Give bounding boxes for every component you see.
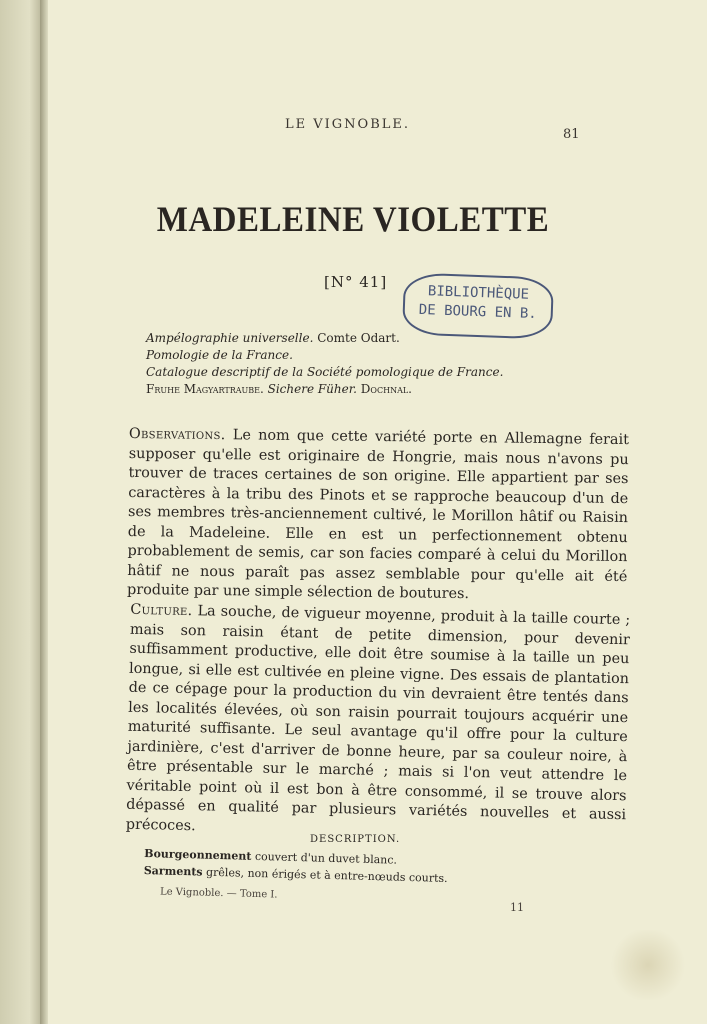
- book-gutter: [40, 0, 48, 1024]
- page-number: 81: [563, 127, 580, 142]
- page-title: MADELEINE VIOLETTE: [156, 200, 550, 240]
- stamp-line-1: BIBLIOTHÈQUE: [427, 283, 530, 303]
- references-list: [146, 330, 606, 398]
- observations-label: Observations.: [128, 425, 226, 444]
- footer-book-title: Le Vignoble. — Tome I.: [159, 886, 278, 901]
- reference-item: Ampélographie universelle. Comte Odart.: [146, 331, 400, 345]
- variety-number: [N° 41]: [324, 273, 388, 291]
- observations-text: Le nom que cette variété porte en Allemagne ferait supposer qu'elle est originaire de Hongrie, mais nous n'avons pu trouver de traces certaines de son origine. Elle appartient par ses caractères à la tribu des Pinots et se rapproche beaucoup d'un de ses membres très-anciennement cultivé, le Morillon hâtif ou Raisin de la Madeleine. Elle en est un perfectionnement obtenu probablement de semis, car son facies comparé à celui du Morillon hâtif ne nous paraît pas assez semblable pour qu'elle ait été produite par une simple sélection de boutures.: [126, 427, 630, 603]
- culture-text: La souche, de vigueur moyenne, produit à la taille courte ; mais son raisin étant de petite dimension, pour devenir suffisamment productive, elle doit être soumise à la taille un peu longue, si elle est cultivée en pleine vigne. Des essais de plantation de ce cépage pour la production du vin devraient être tentés dans les localités élevées, où son raisin pourrait toujours acquérir une maturité suffisante. Le seul avantage qu'il offre pour la culture jardinière, c'est d'arriver de bonne heure, par sa couleur noire, à être présentable sur le marché ; mais si l'on veut attendre le véritable point où il est bon à être consommé, il se trouve alors dépassé en qualité par plusieurs variétés nouvelles et aussi précoces.: [125, 603, 631, 834]
- running-head: LE VIGNOBLE.: [285, 117, 411, 132]
- book-page: [48, 0, 707, 1024]
- signature-mark: 11: [510, 901, 524, 914]
- paper-smudge: [608, 930, 688, 1000]
- reference-item: Fruhe Magyartraube. Sichere Füher. Dochnal.: [146, 382, 412, 396]
- description-lines: [144, 845, 449, 887]
- reference-item: Pomologie de la France.: [146, 348, 293, 362]
- description-heading: DESCRIPTION.: [310, 834, 401, 845]
- description-line: Bourgeonnement couvert d'un duvet blanc.: [144, 847, 398, 867]
- observations-paragraph: [127, 425, 629, 607]
- culture-label: Culture.: [130, 601, 193, 620]
- left-page-edge: [0, 0, 42, 1024]
- culture-paragraph: [126, 601, 631, 845]
- stamp-line-2: DE BOURG EN B.: [418, 301, 538, 323]
- reference-item: Catalogue descriptif de la Société pomologique de France.: [146, 365, 504, 379]
- description-line: Sarments grêles, non érigés et à entre-nœuds courts.: [143, 864, 448, 885]
